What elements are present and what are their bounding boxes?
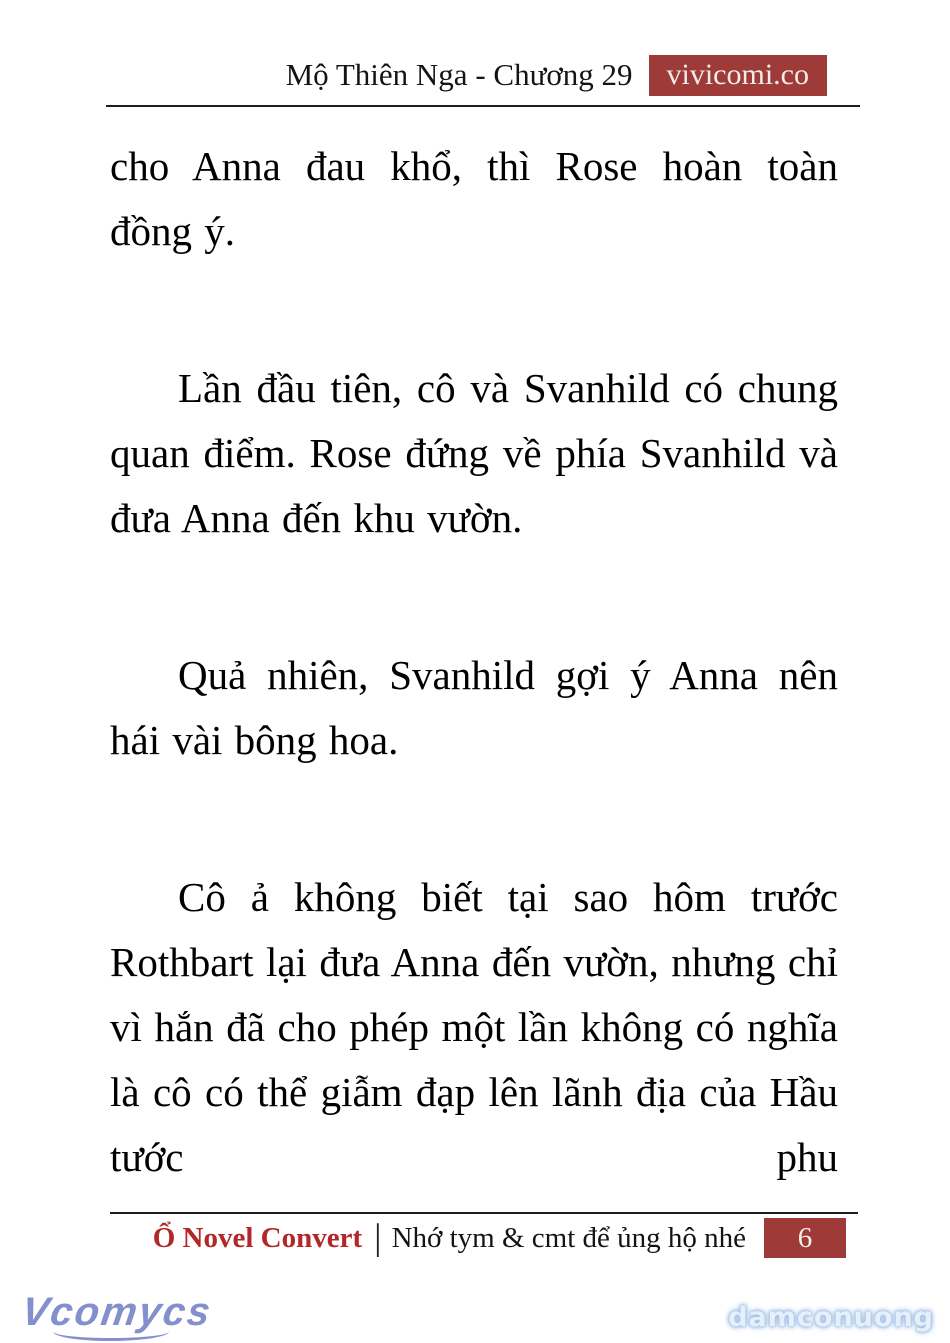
paragraph: Cô ả không biết tại sao hôm trước Rothbart lại đưa Anna đến vườn, nhưng chỉ vì hắn đã cho phép một lần không có nghĩa là cô có thể giẫm đạp lên lãnh địa của Hầu tước phu <box>110 874 838 1180</box>
page-number-badge: 6 <box>764 1218 846 1258</box>
page-footer <box>110 1212 858 1260</box>
paragraph: cho Anna đau khổ, thì Rose hoàn toàn đồng ý. <box>110 143 838 254</box>
page-body <box>110 134 838 1190</box>
chapter-title: Mộ Thiên Nga - Chương 29 <box>285 57 633 92</box>
support-note: Nhớ tym & cmt để ủng hộ nhé <box>391 1221 746 1254</box>
converter-brand: Ổ Novel Convert <box>152 1221 363 1254</box>
vcomycs-logo: Vcomycs <box>18 1290 215 1334</box>
paragraph: Quả nhiên, Svanhild gợi ý Anna nên hái vài bông hoa. <box>110 652 838 763</box>
header-divider <box>106 105 860 107</box>
paragraph: Lần đầu tiên, cô và Svanhild có chung quan điểm. Rose đứng về phía Svanhild và đưa Anna đến khu vườn. <box>110 365 838 541</box>
footer-row <box>110 1214 858 1260</box>
site-badge: vivicomi.co <box>649 55 827 96</box>
footer-separator: | <box>374 1217 382 1258</box>
damconuong-watermark: damconuong <box>728 1302 934 1333</box>
page-header <box>110 54 827 96</box>
